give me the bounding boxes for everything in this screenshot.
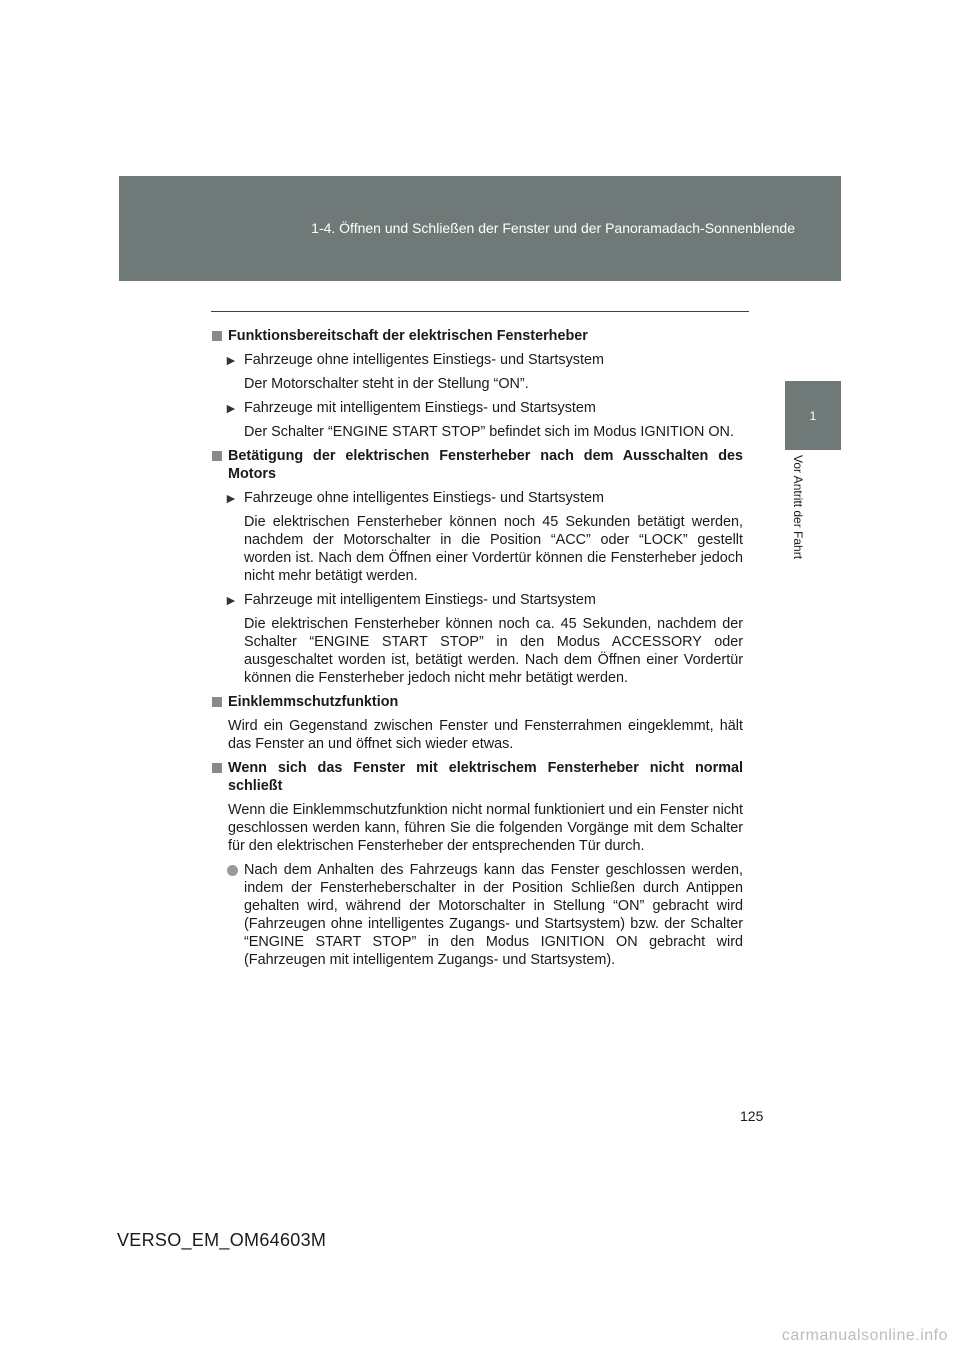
subheading: ► Fahrzeuge ohne intelligentes Einstiegs- und Startsystem	[224, 352, 604, 368]
triangle-right-icon: ►	[224, 490, 238, 506]
main-content	[211, 327, 743, 975]
section-heading: Funktionsbereitschaft der elektrischen Fensterheber	[211, 327, 743, 345]
watermark: carmanualsonline.info	[781, 1327, 948, 1344]
square-bullet-icon	[212, 331, 222, 341]
subheading: ► Fahrzeuge ohne intelligentes Einstiegs- und Startsystem	[224, 490, 604, 506]
list-item: Nach dem Anhalten des Fahrzeugs kann das Fenster geschlossen werden, indem der Fensterheberschalter in der Position Schließen durch Antippen gehalten wird, während der Motorschalter in Stellung “ON” gebracht wird (Fahrzeugen ohne intelligentes Zugangs- und Startsystem) bzw. der Schalter “ENGINE START STOP” in den Modus IGNITION ON gebracht wird (Fahrzeugen mit intelligentem Zugangs- und Startsystem).	[211, 861, 743, 969]
circle-bullet-icon	[227, 865, 238, 876]
chapter-title: 1-4. Öffnen und Schließen der Fenster und der Panoramadach-Sonnenblende	[311, 220, 795, 236]
chapter-header-band	[119, 176, 841, 281]
paragraph: Der Motorschalter steht in der Stellung “ON”.	[244, 376, 529, 392]
section-heading: Wenn sich das Fenster mit elektrischem Fensterheber nicht normal schließt	[211, 759, 743, 795]
square-bullet-icon	[212, 763, 222, 773]
section-heading: Betätigung der elektrischen Fensterheber nach dem Ausschalten des Motors	[211, 447, 743, 483]
triangle-right-icon: ►	[224, 400, 238, 416]
paragraph: Die elektrischen Fensterheber können noch 45 Sekunden betätigt werden, nachdem der Motorschalter in die Position “ACC” oder “LOCK” gestellt worden ist. Nach dem Öffnen einer Vordertür können die Fensterheber jedoch nicht mehr betätigt werden.	[244, 514, 743, 584]
section-divider	[211, 311, 749, 312]
subheading: ► Fahrzeuge mit intelligentem Einstiegs- und Startsystem	[224, 592, 596, 608]
paragraph: Wenn die Einklemmschutzfunktion nicht normal funktioniert und ein Fenster nicht geschlossen werden kann, führen Sie die folgenden Vorgänge mit dem Schalter für den elektrischen Fensterheber der entsprechenden Tür durch.	[228, 802, 743, 854]
document-code: VERSO_EM_OM64603M	[117, 1230, 327, 1250]
paragraph: Die elektrischen Fensterheber können noch ca. 45 Sekunden, nachdem der Schalter “ENGINE START STOP” in den Modus ACCESSORY oder ausgeschaltet worden ist, betätigt werden. Nach dem Öffnen einer Vordertür können die Fensterheber jedoch nicht mehr betätigt werden.	[244, 616, 743, 686]
chapter-side-label: Vor Antritt der Fahrt	[791, 455, 805, 560]
page-number: 125	[740, 1108, 764, 1124]
square-bullet-icon	[212, 451, 222, 461]
square-bullet-icon	[212, 697, 222, 707]
triangle-right-icon: ►	[224, 352, 238, 368]
section-heading: Einklemmschutzfunktion	[211, 693, 743, 711]
triangle-right-icon: ►	[224, 592, 238, 608]
paragraph: Der Schalter “ENGINE START STOP” befindet sich im Modus IGNITION ON.	[244, 424, 734, 440]
paragraph: Wird ein Gegenstand zwischen Fenster und Fensterrahmen eingeklemmt, hält das Fenster an und öffnet sich wieder etwas.	[228, 718, 743, 752]
chapter-number-tab: 1	[785, 381, 841, 450]
subheading: ► Fahrzeuge mit intelligentem Einstiegs- und Startsystem	[224, 400, 596, 416]
